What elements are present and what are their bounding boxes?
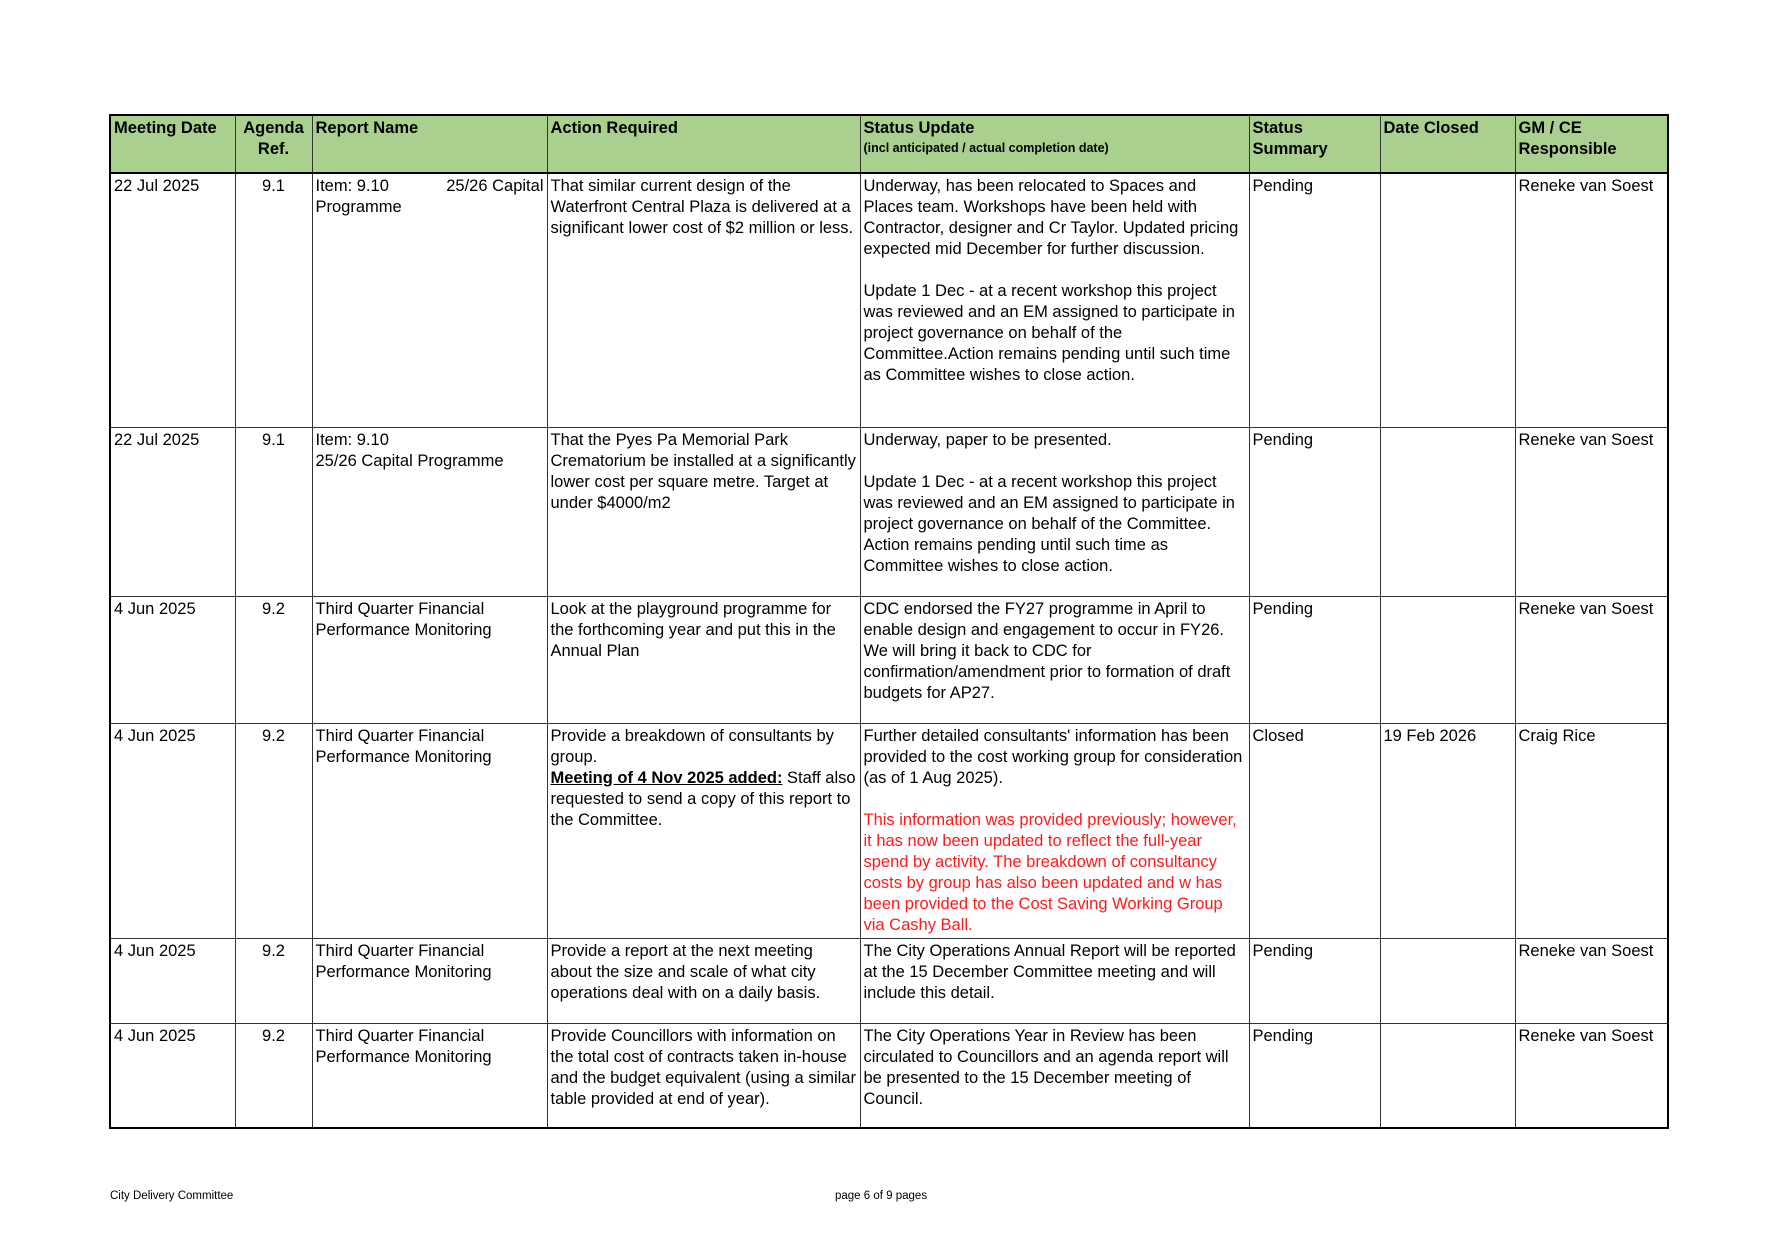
report-name-line [316, 176, 544, 197]
agenda-ref-cell: 9.2 [235, 1023, 312, 1128]
status-update-cell [860, 173, 1249, 427]
action-tracker [109, 114, 1667, 1129]
meeting-date-cell: 4 Jun 2025 [110, 938, 235, 1023]
report-name-cell [312, 427, 547, 596]
table-row [110, 723, 1668, 938]
action-addendum [551, 768, 857, 831]
status-summary-cell: Pending [1249, 1023, 1380, 1128]
paragraph-gap [864, 451, 1246, 472]
status-summary-cell: Pending [1249, 596, 1380, 723]
header-status-summary: Status Summary [1249, 115, 1380, 173]
header-action-required: Action Required [547, 115, 860, 173]
header-meeting-date: Meeting Date [110, 115, 235, 173]
table-row [110, 596, 1668, 723]
table-row [110, 1023, 1668, 1128]
table-header-row [110, 115, 1668, 173]
report-name-cell: Third Quarter Financial Performance Monitoring [312, 723, 547, 938]
status-summary-cell: Pending [1249, 938, 1380, 1023]
report-name-cell: Third Quarter Financial Performance Monitoring [312, 1023, 547, 1128]
action-text: Provide a breakdown of consultants by group. [550, 726, 834, 766]
responsible-cell: Reneke van Soest [1515, 596, 1668, 723]
header-responsible: GM / CE Responsible [1515, 115, 1668, 173]
meeting-date-cell: 22 Jul 2025 [110, 173, 235, 427]
status-update-cell [860, 723, 1249, 938]
report-name-cell: Third Quarter Financial Performance Monitoring [312, 938, 547, 1023]
action-required-cell: Provide a report at the next meeting about the size and scale of what city operations deal with on a daily basis. [547, 938, 860, 1023]
paragraph-gap [864, 789, 1246, 810]
meeting-date-cell: 4 Jun 2025 [110, 596, 235, 723]
header-report-name: Report Name [312, 115, 547, 173]
meeting-date-cell: 22 Jul 2025 [110, 427, 235, 596]
agenda-ref-cell: 9.1 [235, 173, 312, 427]
header-date-closed: Date Closed [1380, 115, 1515, 173]
action-addendum-text: Staff also requested to send a copy of this report to the Committee. [550, 768, 856, 829]
responsible-cell: Reneke van Soest [1515, 427, 1668, 596]
agenda-ref-cell: 9.1 [235, 427, 312, 596]
report-name-cell: Third Quarter Financial Performance Monitoring [312, 596, 547, 723]
status-summary-cell: Pending [1249, 427, 1380, 596]
action-table [109, 114, 1669, 1129]
status-update-text: Underway, has been relocated to Spaces and Places team. Workshops have been held with Contractor, designer and Cr Taylor. Updated pricing expected mid December for further discussion. [863, 177, 1239, 258]
agenda-ref-cell: 9.2 [235, 938, 312, 1023]
date-closed-cell [1380, 938, 1515, 1023]
report-item-title: 25/26 Capital Programme [315, 451, 504, 470]
action-required-cell: That the Pyes Pa Memorial Park Crematorium be installed at a significantly lower cost per square metre. Target at under $4000/m2 [547, 427, 860, 596]
footer-page-number: page 6 of 9 pages [835, 1190, 928, 1202]
status-update-highlight: This information was provided previously; however, it has now been updated to reflect the full-year spend by activity. The breakdown of consultancy costs by group has also been updated and w has been provided to the Cost Saving Working Group via Cashy Ball. [863, 810, 1237, 934]
report-name-cell [312, 173, 547, 427]
status-update-text: Update 1 Dec - at a recent workshop this project was reviewed and an EM assigned to participate in project governance on behalf of the Committee. Action remains pending until such time as Committee wishes to close action. [863, 472, 1235, 575]
status-update-cell [860, 427, 1249, 596]
date-closed-cell [1380, 596, 1515, 723]
action-required-cell: Look at the playground programme for the forthcoming year and put this in the Annual Plan [547, 596, 860, 723]
meeting-date-cell: 4 Jun 2025 [110, 723, 235, 938]
status-update-text: Update 1 Dec - at a recent workshop this project was reviewed and an EM assigned to participate in project governance on behalf of the Committee.Action remains pending until such time as Committee wishes to close action. [863, 282, 1235, 384]
report-item-number: Item: 9.10 [315, 177, 389, 195]
action-required-cell: That similar current design of the Waterfront Central Plaza is delivered at a significant lower cost of $2 million or less. [547, 173, 860, 427]
meeting-date-cell: 4 Jun 2025 [110, 1023, 235, 1128]
action-required-cell [547, 723, 860, 938]
footer-committee: City Delivery Committee [110, 1190, 234, 1202]
header-status-update-title: Status Update [863, 119, 975, 137]
table-row [110, 173, 1668, 427]
status-summary-cell: Pending [1249, 173, 1380, 427]
responsible-cell: Craig Rice [1515, 723, 1668, 938]
date-closed-cell [1380, 173, 1515, 427]
status-update-text: Underway, paper to be presented. [863, 430, 1112, 449]
responsible-cell: Reneke van Soest [1515, 1023, 1668, 1128]
table-row [110, 938, 1668, 1023]
table-row [110, 427, 1668, 596]
header-status-update [860, 115, 1249, 173]
header-agenda-ref: Agenda Ref. [235, 115, 312, 173]
status-update-cell: The City Operations Annual Report will be reported at the 15 December Committee meeting and will include this detail. [860, 938, 1249, 1023]
status-update-cell: CDC endorsed the FY27 programme in April to enable design and engagement to occur in FY26. We will bring it back to CDC for confirmation/amendment prior to formation of draft budgets for AP27. [860, 596, 1249, 723]
status-update-cell: The City Operations Year in Review has been circulated to Councillors and an agenda report will be presented to the 15 December meeting of Council. [860, 1023, 1249, 1128]
status-update-text: Further detailed consultants' information has been provided to the cost working group for consideration (as of 1 Aug 2025). [863, 726, 1243, 787]
paragraph-gap [864, 260, 1246, 281]
action-required-cell: Provide Councillors with information on the total cost of contracts taken in-house and the budget equivalent (using a similar table provided at end of year). [547, 1023, 860, 1128]
action-addendum-lead: Meeting of 4 Nov 2025 added: [550, 768, 783, 787]
report-item-number: Item: 9.10 [315, 430, 389, 449]
header-status-update-note: (incl anticipated / actual completion date) [863, 141, 1109, 155]
date-closed-cell [1380, 1023, 1515, 1128]
date-closed-cell [1380, 427, 1515, 596]
report-item-title: 25/26 Capital [446, 177, 544, 195]
responsible-cell: Reneke van Soest [1515, 938, 1668, 1023]
status-summary-cell: Closed [1249, 723, 1380, 938]
date-closed-cell: 19 Feb 2026 [1380, 723, 1515, 938]
agenda-ref-cell: 9.2 [235, 596, 312, 723]
agenda-ref-cell: 9.2 [235, 723, 312, 938]
responsible-cell: Reneke van Soest [1515, 173, 1668, 427]
report-item-title-cont: Programme [315, 198, 402, 216]
